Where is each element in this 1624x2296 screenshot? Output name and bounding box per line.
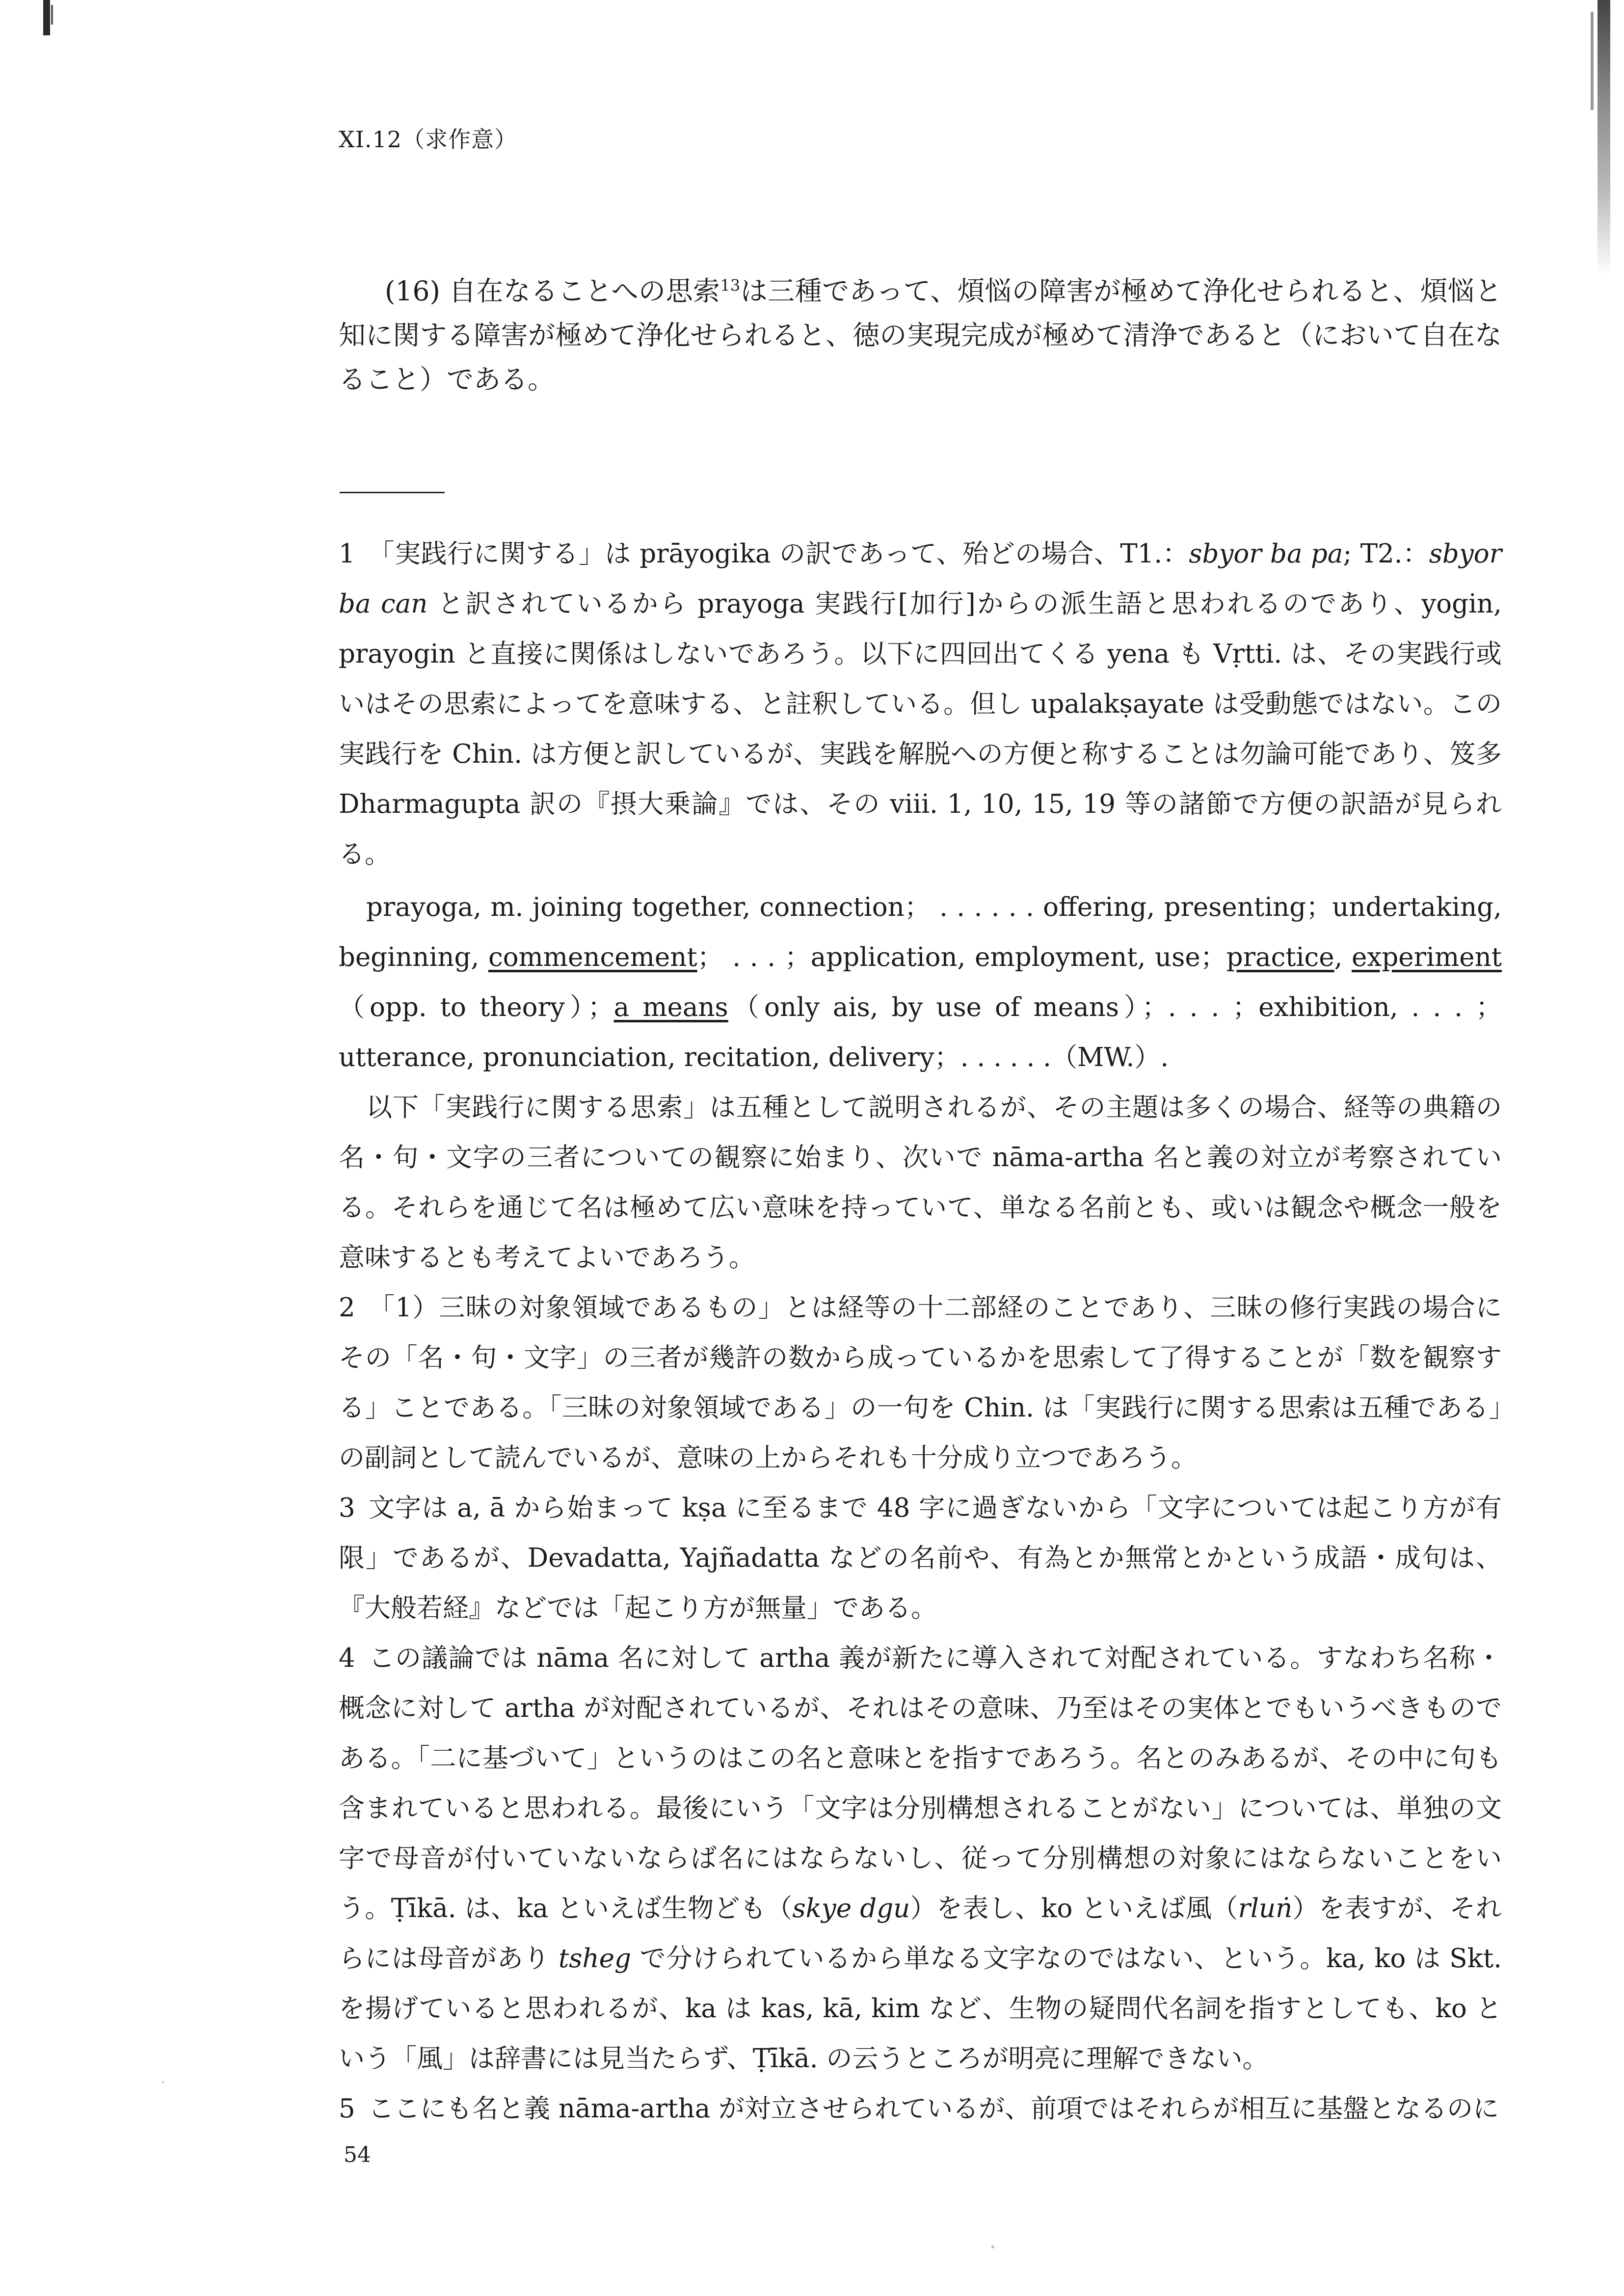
footnote-4: 4 この議論では nāma 名に対して artha 義が新たに導入されて対配されている。すなわち名称・概念に対して artha が対配されているが、それはその意味、乃至はその実体とでもいうべきものである。「二に基づいて」というのはこの名と意味とを指すであろう。名とのみあるが、その中に句も含まれていると思われる。最後にいう「文字は分別構想されることがない」については、単独の文字で母音が付いていないならば名にはならないし、従って分別構想の対象にはならないことをいう。Ṭīkā. は、ka といえば生物ども（skye dgu）を表し、ko といえば風（rluṅ）を表すが、それらには母音があり tsheg で分けられているから単なる文字なのではない、という。ka, ko は Skt. を揚げていると思われるが、ka は kas, kā, kim など、生物の疑問代名詞を指すとしても、ko という「風」は辞書には見当たらず、Ṭīkā. の云うところが明亮に理解できない。 [339, 1633, 1502, 2084]
footnote-number: 2 [339, 1293, 355, 1323]
footnote-5: 5 ここにも名と義 nāma-artha が対立させられているが、前項ではそれらが相互に基盤となるのに [339, 2084, 1502, 2134]
scan-edge-shadow-right [1597, 0, 1610, 275]
footnote-1-continuation: 以下「実践行に関する思索」は五種として説明されるが、その主題は多くの場合、経等の典籍の名・句・文字の三者についての観察に始まり、次いで nāma-artha 名と義の対立が考察されている。それらを通じて名は極めて広い意味を持っていて、単なる名前とも、或いは観念や概念一般を意味するとも考えてよいであろう。 [339, 1093, 1502, 1273]
footnote-1: 1 「実践行に関する」は prāyogika の訳であって、殆どの場合、T1.：sbyor ba pa; T2.：sbyor ba can と訳されているから prayoga 実践行[加行]からの派生語と思われるのであり、yogin, prayogin と直接に関係はしないであろう。以下に四回出てくる yena も Vṛtti. は、その実践行或いはその思索によってを意味する、と註釈している。但し upalakṣayate は受動態ではない。この実践行を Chin. は方便と訳しているが、実践を解脱への方便と称することは勿論可能であり、笈多 Dharmagupta 訳の『摂大乗論』では、その viii. 1, 10, 15, 19 等の諸節で方便の訳語が見られる。 [339, 529, 1502, 880]
scan-speck [991, 2245, 994, 2248]
footnotes [339, 529, 1502, 2134]
running-header: XI.12（求作意） [339, 126, 518, 153]
footnote-number: 5 [339, 2094, 355, 2124]
scan-mark-top-left-secondary [51, 5, 53, 25]
scan-speck [162, 2081, 164, 2083]
scan-mark-top-left [43, 0, 50, 35]
footnote-separator [340, 492, 445, 493]
main-paragraph: (16) 自在なることへの思索$^{13}$は三種であって、煩悩の障害が極めて浄化せられると、煩悩と知に関する障害が極めて浄化せられると、徳の実現完成が極めて清浄であると（において自在なること）である。 [339, 275, 1502, 395]
verse-number: (16) [385, 275, 440, 307]
footnote-2: 2 「1）三昧の対象領域であるもの」とは経等の十二部経のことであり、三昧の修行実践の場合にその「名・句・文字」の三者が幾許の数から成っているかを思索して了得することが「数を観察する」ことである。「三昧の対象領域である」の一句を Chin. は「実践行に関する思索は五種である」の副詞として読んでいるが、意味の上からそれも十分成り立つであろう。 [339, 1283, 1502, 1483]
footnote-number: 1 [339, 539, 355, 569]
footnote-3: 3 文字は a, ā から始まって kṣa に至るまで 48 字に過ぎないから「文字については起こり方が有限」であるが、Devadatta, Yajñadatta などの名前や、有為とか無常とかという成語・成句は、『大般若経』などでは「起こり方が無量」である。 [339, 1483, 1502, 1633]
footnote-number: 4 [339, 1643, 355, 1673]
footnote-ref-13: 13 [720, 276, 741, 295]
scan-edge-line-right [1591, 12, 1594, 110]
page-number: 54 [344, 2142, 371, 2167]
footnote-number: 3 [339, 1493, 355, 1523]
dictionary-quote: prayoga, m. joining together, connection； . . . . . . offering, presenting；undertaking, beginning, commencement； . . . ；application, employment, use；practice, experiment（opp. to theory）；a means（only ais, by use of means）；. . . ；exhibition, . . . ；utterance, pronunciation, recitation, delivery；. . . . . .（MW.）. [339, 892, 1502, 1072]
